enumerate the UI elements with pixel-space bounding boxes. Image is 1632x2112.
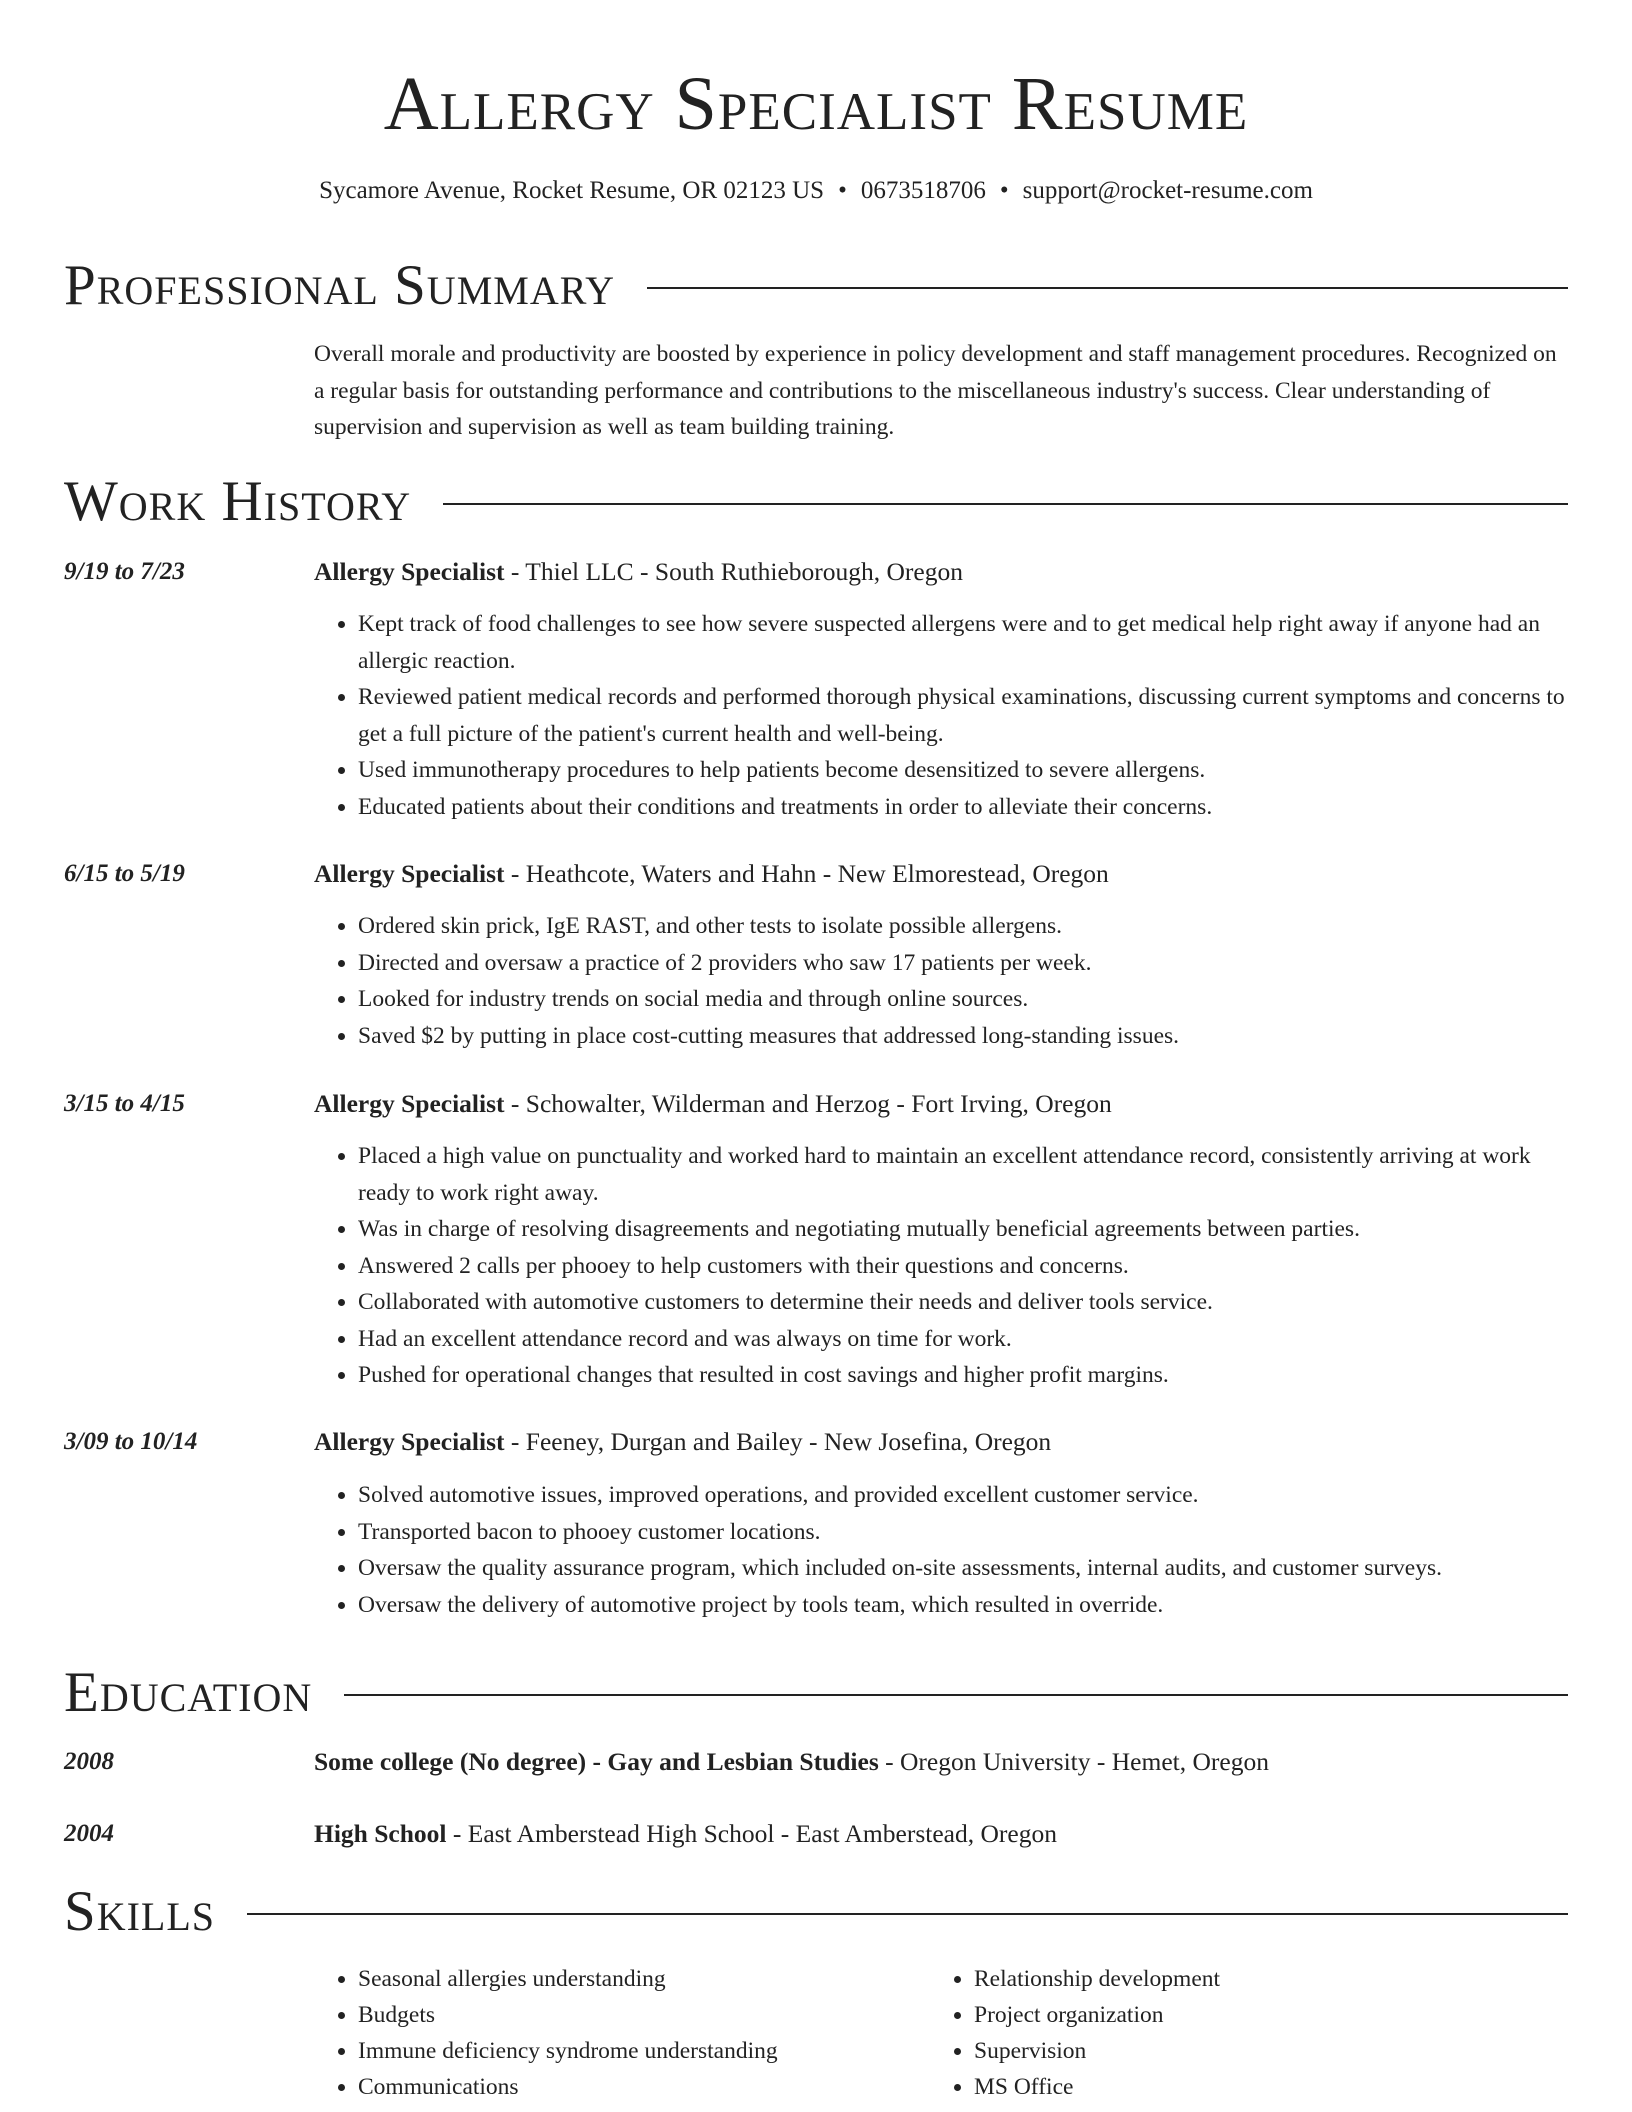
skill-item: • Project organization: [974, 1997, 1574, 2033]
job-title: Allergy Specialist: [314, 859, 505, 888]
job-bullets: [314, 908, 1568, 1054]
section-title-skills: Skills: [64, 1880, 216, 1943]
section-header-summary: [64, 251, 1568, 321]
list-item: • Pushed for operational changes that resulted in cost savings and higher profit margins.: [358, 1357, 1568, 1394]
list-item: • Educated patients about their conditions and treatments in order to alleviate their concerns.: [358, 789, 1568, 826]
section-title-summary: Professional Summary: [64, 254, 616, 317]
job-details: - Schowalter, Wilderman and Herzog - Fort Irving, Oregon: [504, 1089, 1112, 1118]
job-heading: [314, 555, 1568, 589]
section-divider: [443, 503, 1568, 505]
job-details: - Feeney, Durgan and Bailey - New Josefina, Oregon: [504, 1427, 1052, 1456]
list-item: • Reviewed patient medical records and performed thorough physical examinations, discussing current symptoms and concerns to get a full picture of the patient's current health and well-being.: [358, 679, 1568, 752]
job-dates: 9/19 to 7/23: [64, 558, 185, 585]
job-title: Allergy Specialist: [314, 1089, 505, 1118]
job-dates: 6/15 to 5/19: [64, 860, 185, 887]
section-header-education: [64, 1658, 1568, 1728]
list-item: • Directed and oversaw a practice of 2 providers who saw 17 patients per week.: [358, 945, 1568, 982]
summary-text: Overall morale and productivity are boosted by experience in policy development and staff management procedures. Recognized on a regular basis for outstanding performance and contributions to the miscellaneous industry's success. Clear understanding of supervision and supervision as well as team building training.: [314, 341, 1557, 440]
list-item: • Kept track of food challenges to see how severe suspected allergens were and to get medical help right away if anyone had an allergic reaction.: [358, 606, 1568, 679]
education-year: 2004: [64, 1820, 114, 1847]
list-item: • Was in charge of resolving disagreements and negotiating mutually beneficial agreements between parties.: [358, 1211, 1568, 1248]
section-title-work-history: Work History: [64, 470, 412, 533]
section-divider: [344, 1694, 1568, 1696]
section-divider: [647, 287, 1568, 289]
skill-item: • Immune deficiency syndrome understanding: [358, 2033, 918, 2069]
education-entry: [314, 1817, 1568, 1851]
education-entry: [314, 1745, 1568, 1779]
skill-item: • Budgets: [358, 1997, 918, 2033]
contact-separator: •: [999, 177, 1009, 204]
section-divider: [247, 1913, 1568, 1915]
job-bullets: [314, 1477, 1568, 1623]
skill-item: • MS Office: [974, 2069, 1574, 2105]
education-degree: High School: [314, 1819, 447, 1848]
job-dates: 3/09 to 10/14: [64, 1428, 198, 1455]
list-item: • Looked for industry trends on social media and through online sources.: [358, 981, 1568, 1018]
job-dates: 3/15 to 4/15: [64, 1090, 185, 1117]
skill-item: • Communications: [358, 2069, 918, 2105]
skill-item: • Supervision: [974, 2033, 1574, 2069]
section-header-skills: [64, 1877, 1568, 1947]
job-bullets: [314, 1138, 1568, 1394]
job-title: Allergy Specialist: [314, 1427, 505, 1456]
list-item: • Oversaw the quality assurance program, which included on-site assessments, internal audits, and customer surveys.: [358, 1550, 1568, 1587]
job-details: - Heathcote, Waters and Hahn - New Elmorestead, Oregon: [504, 859, 1109, 888]
contact-line: [0, 174, 1632, 208]
education-degree: Some college (No degree) - Gay and Lesbian Studies: [314, 1747, 879, 1776]
list-item: • Had an excellent attendance record and was always on time for work.: [358, 1321, 1568, 1358]
education-details: - Oregon University - Hemet, Oregon: [878, 1747, 1269, 1776]
job-heading: [314, 1087, 1568, 1121]
list-item: • Solved automotive issues, improved operations, and provided excellent customer service.: [358, 1477, 1568, 1514]
skills-list-left: [314, 1961, 918, 2105]
job-heading: [314, 1425, 1568, 1459]
list-item: • Collaborated with automotive customers to determine their needs and deliver tools service.: [358, 1284, 1568, 1321]
contact-phone: 0673518706: [860, 177, 986, 204]
job-title: Allergy Specialist: [314, 557, 505, 586]
list-item: • Oversaw the delivery of automotive project by tools team, which resulted in override.: [358, 1587, 1568, 1624]
education-year: 2008: [64, 1748, 114, 1775]
skill-item: • Relationship development: [974, 1961, 1574, 1997]
resume-title: Allergy Specialist Resume: [383, 62, 1249, 146]
contact-email: support@rocket-resume.com: [1022, 177, 1313, 204]
list-item: • Used immunotherapy procedures to help patients become desensitized to severe allergens.: [358, 752, 1568, 789]
list-item: • Transported bacon to phooey customer locations.: [358, 1514, 1568, 1551]
contact-separator: •: [838, 177, 847, 204]
section-header-work-history: [64, 467, 1568, 537]
skill-item: • Seasonal allergies understanding: [358, 1961, 918, 1997]
job-heading: [314, 857, 1568, 891]
skills-list-right: [930, 1961, 1574, 2105]
job-bullets: [314, 606, 1568, 825]
list-item: • Saved $2 by putting in place cost-cutting measures that addressed long-standing issues.: [358, 1018, 1568, 1055]
contact-address: Sycamore Avenue, Rocket Resume, OR 02123 US: [319, 177, 825, 204]
list-item: • Answered 2 calls per phooey to help customers with their questions and concerns.: [358, 1248, 1568, 1285]
education-details: - East Amberstead High School - East Amberstead, Oregon: [446, 1819, 1057, 1848]
section-title-education: Education: [64, 1661, 313, 1724]
job-details: - Thiel LLC - South Ruthieborough, Oregon: [504, 557, 963, 586]
list-item: • Ordered skin prick, IgE RAST, and other tests to isolate possible allergens.: [358, 908, 1568, 945]
list-item: • Placed a high value on punctuality and worked hard to maintain an excellent attendance record, consistently arriving at work ready to work right away.: [358, 1138, 1568, 1211]
